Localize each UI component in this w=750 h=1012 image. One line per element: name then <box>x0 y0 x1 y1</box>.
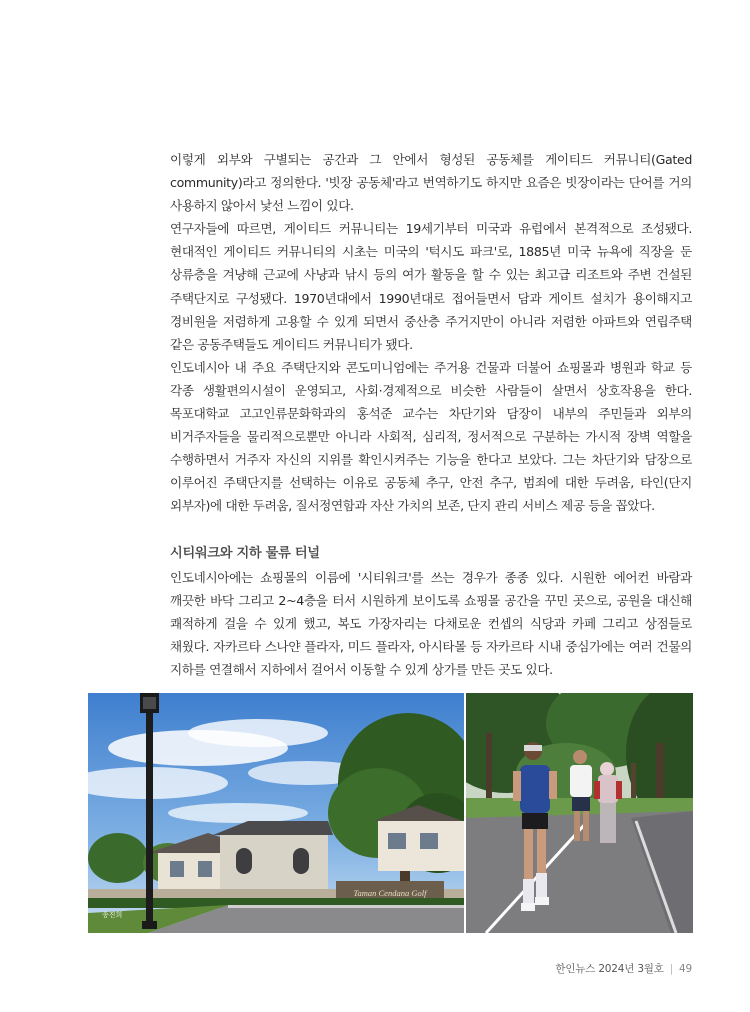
page-number: 49 <box>679 963 692 975</box>
publication-name: 한인뉴스 2024년 3월호 <box>555 963 664 975</box>
photo-gated-residence <box>88 693 464 933</box>
section-body <box>170 566 692 681</box>
photo-credit: 송진희 <box>102 911 123 919</box>
footer-divider: | <box>669 963 674 975</box>
paragraph-history: 연구자들에 따르면, 게이티드 커뮤니티는 19세기부터 미국과 유럽에서 본격적으로 조성됐다. 현대적인 게이티드 커뮤니티의 시초는 미국의 '턱시도 파크'로, 1885년 미국 뉴욕에 직장을 둔 상류층을 겨냥해 근교에 사냥과 낚시 등의 여가 활동을 할 수 있는 최고급 리조트와 주변 건설된 주택단지로 구성됐다. 1970년대에서 1990년대로 접어들면서 담과 게이트 설치가 용이해지고 경비원을 저렴하게 고용할 수 있게 되면서 중산층 주거지만이 아니라 저렴한 아파트와 연립주택 같은 공동주택들도 게이티드 커뮤니티가 됐다. <box>170 221 692 352</box>
paragraph-indonesia-housing: 인도네시아 내 주요 주택단지와 콘도미니엄에는 주거용 건물과 더불어 쇼핑몰과 병원과 학교 등 각종 생활편의시설이 운영되고, 사회·경제적으로 비슷한 사람들이 살면서 상호작용을 한다. 목포대학교 고고인류문화학과의 홍석준 교수는 차단기와 담장이 내부의 주민들과 외부의 비거주자들을 물리적으로뿐만 아니라 사회적, 심리적, 정서적으로 구분하는 가시적 장벽 역할을 수행하면서 거주자 자신의 지위를 확인시켜주는 기능을 한다고 보았다. 그는 차단기와 담장으로 이루어진 주택단지를 선택하는 이유로 공동체 추구, 안전 추구, 범죄에 대한 두려움, 타인(단지 외부자)에 대한 두려움, 질서정연함과 자산 가치의 보존, 단지 관리 서비스 제공 등을 꼽았다. <box>170 359 692 514</box>
paragraph-citywalk: 인도네시아에는 쇼핑몰의 이름에 '시티워크'를 쓰는 경우가 종종 있다. 시원한 에어컨 바람과 깨끗한 바닥 그리고 2~4층을 터서 시원하게 보이도록 쇼핑몰 공간을 꾸민 곳으로, 공원을 대신해 쾌적하게 걸을 수 있게 했고, 복도 가장자리는 다채로운 컨셉의 식당과 카페 그리고 상점들로 채웠다. 자카르타 스나얀 플라자, 미드 플라자, 아시타몰 등 자카르타 시내 중심가에는 여러 건물의 지하를 연결해서 지하에서 걸어서 이동할 수 있게 상가를 만든 곳도 있다. <box>170 569 692 677</box>
photo-joggers <box>466 693 693 933</box>
article-intro <box>170 148 692 518</box>
estate-sign-text: Taman Cendana Golf <box>353 888 427 898</box>
paragraph-gated-community-definition: 이렇게 외부와 구별되는 공간과 그 안에서 형성된 공동체를 게이티드 커뮤니티(Gated community)라고 정의한다. '빗장 공동체'라고 번역하기도 하지만 요즘은 빗장이라는 단어를 거의 사용하지 않아서 낯선 느낌이 있다. <box>170 152 692 214</box>
photo-strip <box>88 693 693 933</box>
article-body <box>170 148 692 681</box>
section-heading: 시티워크와 지하 물류 터널 <box>170 545 320 561</box>
joggers-illustration <box>466 693 693 933</box>
page-footer <box>555 961 692 976</box>
residence-illustration <box>88 693 464 933</box>
